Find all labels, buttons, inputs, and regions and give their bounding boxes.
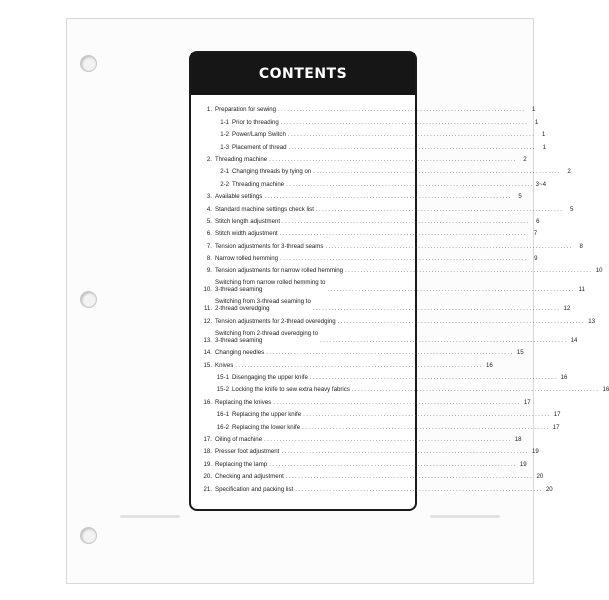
toc-entry-title-line1: Switching from 3-thread seaming to [215,298,311,306]
toc-entry-title: Oiling of machine [215,435,263,443]
contents-header [191,53,415,95]
toc-entry-page: 14 [570,336,578,344]
toc-entry-number: 2-1 [220,168,229,176]
toc-entry-number: 16-1 [216,411,229,419]
toc-entry-number: 16-2 [216,423,229,431]
toc-entry-title: Standard machine settings check list [215,205,314,213]
toc-entry-page: 17 [552,423,560,431]
toc-entry-number: 15. [203,361,212,369]
toc-entry-page: 18 [514,435,522,443]
toc-entry-title: Prior to threading [232,118,279,126]
toc-leader-dots: ................................................................................ [277,106,526,114]
toc-leader-dots: ................................................................................ [345,267,593,275]
toc-entry-title: Threading machine [215,155,268,163]
toc-leader-dots: ................................................................................ [287,131,536,139]
toc-leader-dots: ................................................................................ [264,435,512,443]
toc-entry-number: 7. [206,242,212,250]
toc-entry-number: 21. [203,485,212,493]
toc-entry-title: Replacing the lamp [215,460,268,468]
toc-entry-number: 16. [203,398,212,406]
toc-entry-page: 1 [532,106,536,114]
toc-entry[interactable] [200,188,522,201]
toc-entry-title: Replacing the knives [215,398,272,406]
toc-entry-number: 13. [203,336,212,344]
toc-entry-page: 1 [541,131,546,139]
toc-entry-title: Power/Lamp Switch [232,131,286,139]
toc-entry-title-line2: 3-thread seaming [215,336,263,344]
toc-entry[interactable] [200,393,531,406]
toc-leader-dots: ................................................................................ [315,205,564,213]
toc-entry[interactable] [200,138,546,151]
toc-leader-dots: ................................................................................ [235,361,483,369]
toc-entry[interactable] [200,293,571,313]
toc-entry-title-line2: 3-thread seaming [215,286,263,294]
toc-entry[interactable] [200,325,578,344]
toc-entry-title: Replacing the lower knife [232,423,301,431]
toc-entry-page: 5 [518,193,522,201]
toc-leader-dots: ................................................................................ [264,193,512,201]
toc-entry[interactable] [200,443,539,456]
toc-entry-page: 7 [533,230,538,238]
toc-entry-title: Stitch length adjustment [215,217,281,225]
toc-leader-dots: ................................................................................ [285,473,534,481]
toc-leader-dots: ................................................................................ [312,305,561,313]
toc-entry-page: 19 [519,460,527,468]
toc-entry-title: Checking and adjustment [215,473,284,481]
toc-leader-dots: ................................................................................ [286,180,534,188]
toc-entry-number: 1-3 [220,143,229,151]
toc-entry-page: 12 [563,305,571,313]
binder-hole-middle [80,291,97,308]
toc-entry-page: 11 [578,286,585,294]
toc-entry[interactable] [200,274,585,294]
toc-entry-page: 17 [523,398,531,406]
toc-entry-number: 10. [203,286,212,294]
toc-entry[interactable] [200,468,544,481]
toc-leader-dots: ................................................................................ [269,155,517,163]
toc-entry-number: 8. [206,255,212,263]
toc-entry-title: Specification and packing list [215,485,294,493]
toc-entry[interactable] [200,200,574,213]
toc-leader-dots: ................................................................................ [303,411,551,419]
toc-leader-dots: ................................................................................ [325,242,573,250]
toc-entry-number: 9. [206,267,212,275]
toc-entry-title [215,298,311,312]
contents-title: CONTENTS [258,66,348,82]
toc-entry[interactable] [200,418,560,431]
toc-entry-number: 1. [206,106,212,114]
toc-entry[interactable] [200,237,583,250]
toc-entry-title: Replacing the upper knife [232,411,302,419]
toc-entry[interactable] [200,406,561,419]
toc-entry-page: 20 [536,473,544,481]
toc-entry[interactable] [200,369,568,382]
toc-entry[interactable] [200,175,546,188]
toc-entry-number: 12. [203,317,212,325]
toc-entry-title: Tension adjustments for 3-thread seams [215,242,324,250]
toc-leader-dots: ................................................................................ [351,386,600,394]
toc-leader-dots: ................................................................................ [295,485,543,493]
toc-entry-number: 18. [203,448,212,456]
table-of-contents [200,101,609,493]
toc-leader-dots: ................................................................................ [269,460,517,468]
toc-entry-page: 10 [595,267,603,275]
toc-entry-title: Available settings [215,193,263,201]
binder-hole-bottom [80,527,97,544]
toc-entry-title: Stitch width adjustment [215,230,278,238]
toc-entry-page: 15 [516,349,524,357]
toc-entry-title-line1: Switching from narrow rolled hemming to [215,279,326,287]
toc-leader-dots: ................................................................................ [309,374,558,382]
toc-leader-dots: ................................................................................ [302,423,550,431]
toc-leader-dots: ................................................................................ [313,168,561,176]
toc-entry[interactable] [200,431,522,443]
toc-entry-page: 17 [553,411,561,419]
toc-entry-title: Preparation for sewing [215,106,276,114]
toc-entry-page: 16 [560,374,568,382]
toc-entry-page: 16 [602,386,609,394]
toc-entry-number: 6. [206,230,212,238]
toc-leader-dots: ................................................................................ [266,349,514,357]
toc-entry-page: 5 [569,205,574,213]
toc-entry-page: 13 [588,317,596,325]
toc-entry-number: 15-1 [216,374,229,382]
toc-entry-title: Tension adjustments for 2-thread overedging [215,317,336,325]
toc-entry-number: 2-2 [220,180,229,188]
toc-leader-dots: ................................................................................ [288,143,536,151]
toc-entry[interactable] [200,113,539,126]
toc-entry-page: 1 [534,118,539,126]
toc-entry-title: Tension adjustments for narrow rolled hemming [215,267,344,275]
toc-entry-title-line1: Switching from 2-thread overedging to [215,329,318,337]
toc-entry-title: Changing needles [215,349,265,357]
scan-smudge [430,515,500,518]
toc-entry-title: Changing threads by tying on [232,168,312,176]
toc-entry-title: Knives [215,361,234,369]
toc-entry-title: Threading machine [232,180,285,188]
toc-leader-dots: ................................................................................ [337,317,586,325]
toc-entry[interactable] [200,250,538,263]
toc-entry-title [215,330,318,344]
toc-entry-title-line2: 2-thread overedging [215,305,270,313]
toc-entry-number: 17. [203,435,212,443]
toc-entry-page: 1 [542,143,546,151]
toc-entry[interactable] [200,356,493,369]
toc-entry-number: 19. [203,460,212,468]
scan-smudge [120,515,180,518]
toc-entry-number: 2. [206,155,212,163]
toc-entry-title: Placement of thread [232,143,287,151]
toc-entry[interactable] [200,344,524,357]
toc-entry-title: Disengaging the upper knife [232,374,308,382]
toc-entry-title: Narrow rolled hemming [215,255,278,263]
toc-leader-dots: ................................................................................ [280,255,528,263]
toc-entry[interactable] [200,381,609,394]
toc-entry-page: 9 [534,255,538,263]
toc-entry[interactable] [200,213,540,225]
contents-card [189,51,609,511]
toc-leader-dots: ................................................................................ [280,118,529,126]
toc-entry-title: Locking the knife to sew extra heavy fabrics [232,386,350,394]
toc-entry-page: 2 [567,168,571,176]
toc-entry[interactable] [200,101,536,114]
toc-entry-title: Presser foot adjustment [215,448,280,456]
toc-entry-page: 6 [536,217,540,225]
toc-leader-dots: ................................................................................ [281,448,529,456]
toc-entry[interactable] [200,312,596,325]
toc-entry-page: 3~4 [535,180,546,188]
toc-entry[interactable] [200,126,546,139]
toc-leader-dots: ................................................................................ [273,398,521,406]
toc-entry-page: 19 [532,448,539,456]
toc-entry[interactable] [200,262,603,275]
toc-entry-page: 2 [523,155,527,163]
toc-entry[interactable] [200,455,527,468]
toc-leader-dots: ................................................................................ [282,217,530,225]
toc-entry-number: 5. [206,217,212,225]
toc-entry-page: 8 [579,242,583,250]
toc-entry-number: 20. [203,473,212,481]
toc-entry-page: 16 [485,361,493,369]
toc-entry-number: 1-1 [220,118,229,126]
toc-leader-dots: ................................................................................ [327,286,575,294]
toc-leader-dots: ................................................................................ [279,230,528,238]
toc-entry-title [215,279,325,293]
toc-entry-number: 14. [203,349,212,357]
toc-entry-number: 3. [206,193,212,201]
toc-entry-number: 11. [203,305,212,313]
toc-entry[interactable] [200,163,571,176]
toc-entry-number: 4. [206,205,212,213]
toc-entry[interactable] [200,225,538,238]
toc-entry-page: 20 [545,485,553,493]
binder-hole-top [80,55,97,72]
toc-entry[interactable] [200,480,553,493]
toc-entry-number: 15-2 [216,386,229,394]
toc-entry[interactable] [200,151,527,163]
toc-leader-dots: ................................................................................ [319,336,568,344]
toc-entry-number: 1-2 [220,131,229,139]
